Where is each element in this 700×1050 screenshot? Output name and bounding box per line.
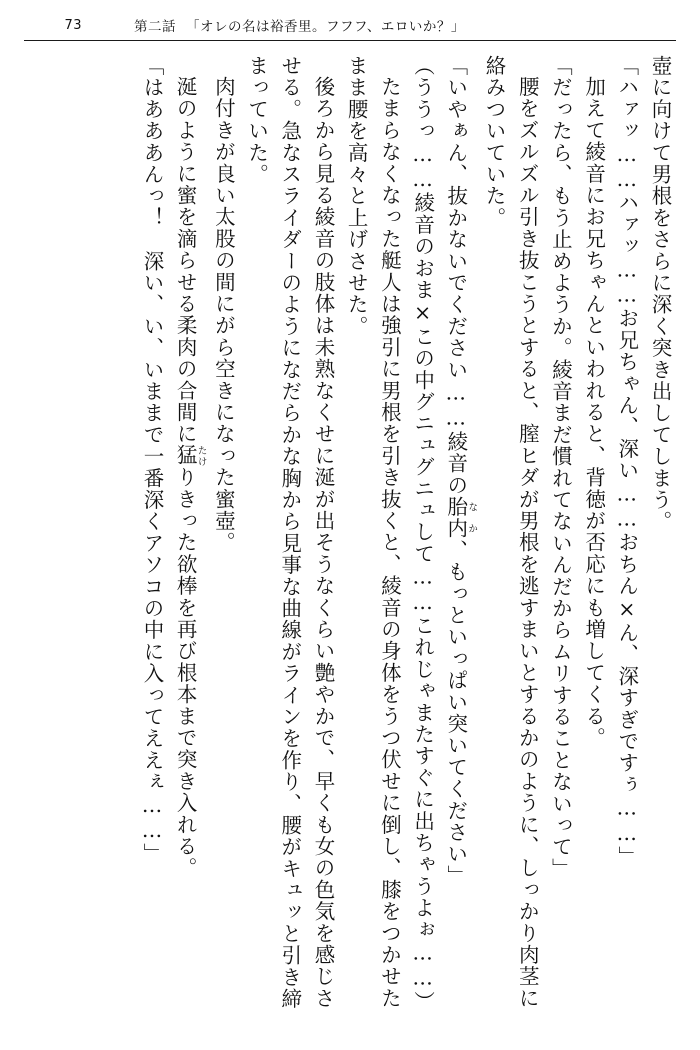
ruby-annotation: 胎内なか	[443, 496, 478, 540]
paragraph: 「いやぁん、抜かないでください……綾音の胎内なか、もっといっぱい突いてください」	[443, 55, 478, 887]
header-divider	[24, 40, 676, 41]
paragraph: 後ろから見る綾音の肢体は未熟なくせに涎が出そうなくらい艶やかで、早くも女の色気を感じさせる。急なスライダーのようになだらかな胸から見事な曲線がラインを作り、腰がキュッと引き締まっていた。	[244, 55, 335, 1010]
paragraph: （ううっ……綾音のおま×この中グニュグニュして……これじゃまたすぐに出ちゃうよぉ……）	[410, 55, 435, 1013]
page-header	[24, 12, 676, 38]
novel-body-text	[24, 55, 676, 1015]
page-number: 73	[64, 17, 82, 33]
paragraph: 涎のように蜜を滴らせる柔肉の合間に猛たけりきった欲棒を再び根本まで突き入れる。	[173, 75, 207, 879]
paragraph: 「はあああんっ！ 深い、い、いままで一番深くアソコの中に入ってええぇ……」	[139, 55, 164, 865]
paragraph: 加えて綾音にお兄ちゃんといわれると、背徳が否応にも増してくる。	[581, 75, 606, 749]
running-title: 「オレの名は裕香里。フフフ、エロいか？」	[186, 19, 465, 35]
ruby-annotation: 猛たけ	[173, 444, 207, 467]
paragraph: たまらなくなった艇人は強引に男根を引き抜くと、綾音の身体をうつ伏せに倒し、膝をつかせたまま腰を高々と上げさせた。	[344, 55, 402, 1009]
paragraph: 腰をズルズル引き抜こうとすると、膣ヒダが男根を逃すまいとするかのように、しっかり肉茎に絡みついていた。	[481, 55, 540, 1009]
paragraph: 「ハァッ……ハァッ……お兄ちゃん、深い……おちん×ん、深すぎですぅ……」	[614, 55, 639, 868]
paragraph: 「だったら、もう止めようか。綾音まだ慣れてないんだからムリすることないって」	[548, 55, 573, 880]
paragraph: 肉付きが良い太股の間にがら空きになった蜜壺。	[211, 75, 236, 553]
paragraph: 壺に向けて男根をさらに深く突き出してしまう。	[648, 55, 672, 533]
chapter-label: 第二話	[134, 19, 176, 35]
